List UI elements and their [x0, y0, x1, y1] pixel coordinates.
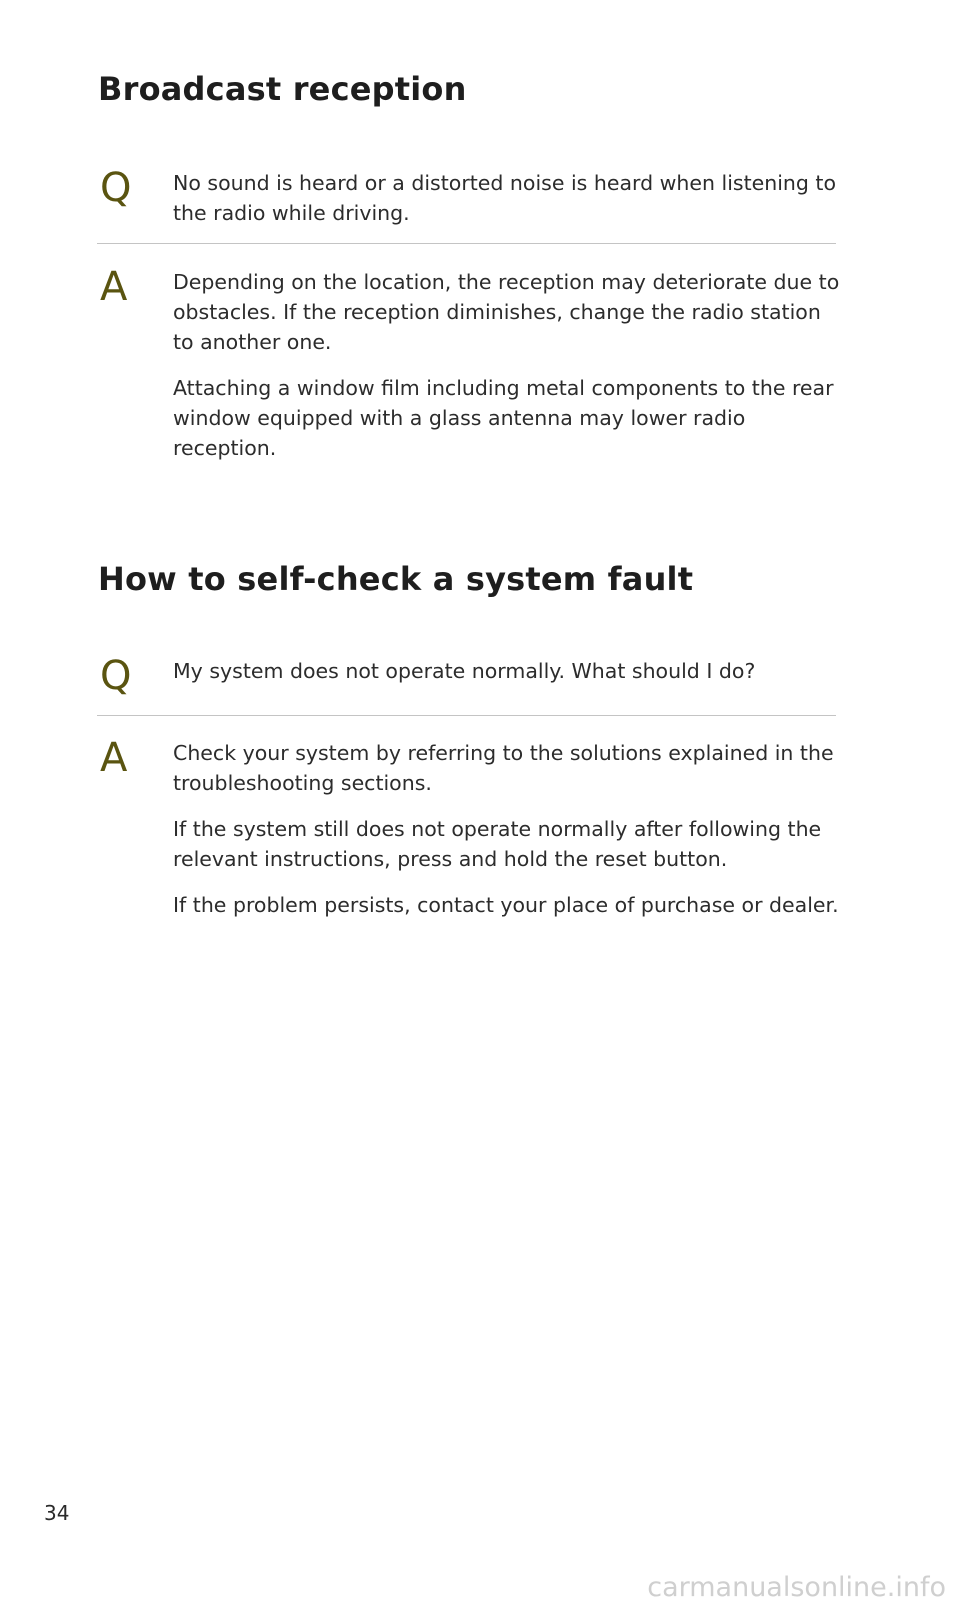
section-heading-self-check: How to self-check a system fault: [98, 560, 694, 598]
answer-marker: A: [100, 264, 128, 310]
answer-paragraph: If the system still does not operate normally after following the relevant instructions, press and hold the reset button.: [173, 817, 822, 871]
answer-paragraph: Attaching a window film including metal components to the rear window equipped with a glass antenna may lower radio reception.: [173, 376, 834, 460]
section-heading-broadcast-reception: Broadcast reception: [98, 70, 467, 108]
answer-paragraph: Depending on the location, the reception may deteriorate due to obstacles. If the reception diminishes, change the radio station to another one.: [173, 270, 840, 354]
answer-text: [173, 738, 843, 936]
divider: [97, 715, 836, 716]
question-text: [173, 168, 843, 244]
question-text: [173, 656, 843, 702]
answer-paragraph: Check your system by referring to the solutions explained in the troubleshooting sections.: [173, 741, 834, 795]
question-paragraph: No sound is heard or a distorted noise is heard when listening to the radio while driving.: [173, 171, 837, 225]
answer-text: [173, 267, 843, 479]
answer-paragraph: If the problem persists, contact your place of purchase or dealer.: [173, 893, 839, 917]
question-marker: Q: [100, 165, 132, 211]
question-marker: Q: [100, 653, 132, 699]
answer-marker: A: [100, 735, 128, 781]
question-paragraph: My system does not operate normally. What should I do?: [173, 659, 756, 683]
watermark: carmanualsonline.info: [647, 1572, 946, 1603]
page-number: 34: [44, 1501, 70, 1525]
divider: [97, 243, 836, 244]
